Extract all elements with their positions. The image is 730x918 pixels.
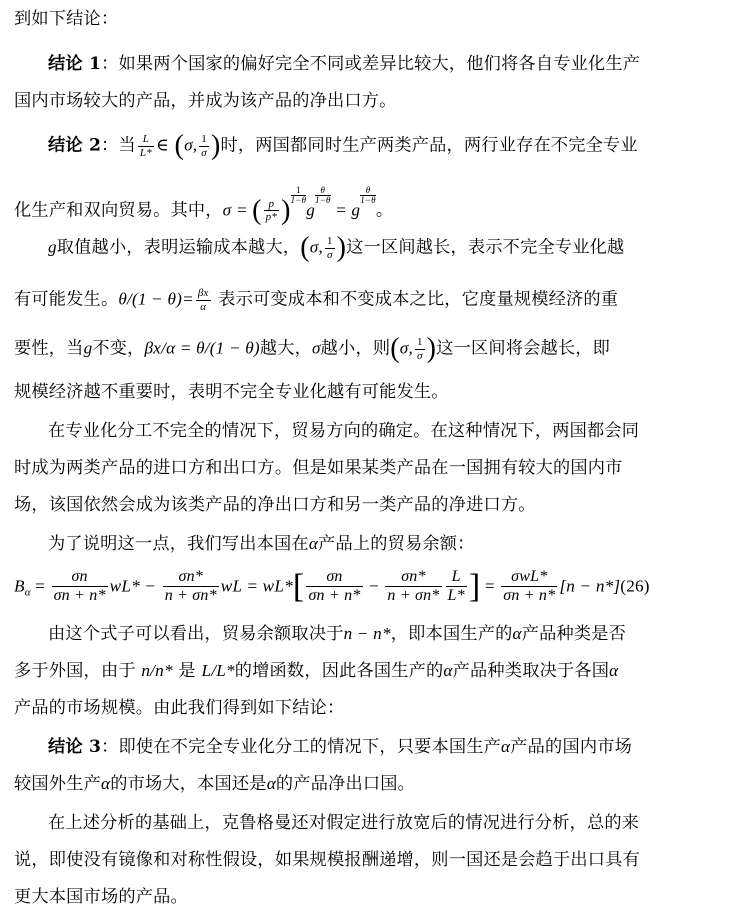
text-line: 产品的市场规模。由此我们得到如下结论：: [14, 698, 345, 718]
text-line: 说，即使没有镜像和对称性假设，如果规模报酬递增，则一国还是会趋于出口具有: [14, 850, 640, 870]
text-line: 多于外国，由于 n/n* 是 L/L*的增函数，因此各国生产的α产品种类取决于各国α: [14, 661, 619, 681]
conclusion-2: 结论 2：当 $\frac{L}{L*}$ ∈ (σ, $\frac{1}{\sigma}$ )时，两国都同时生产两类产品，两行业存在不完全专业: [48, 130, 638, 162]
text-line: 化生产和双向贸易。其中，σ = ( $\frac{p}{p*}$ ) $\frac{1}{1-\theta}$ g $\frac{\theta}{1-\theta}$ = g $\frac{\theta}{1-\theta}$ 。: [14, 185, 394, 226]
text-line: 要性，当g不变，βx/α = θ/(1 − θ)越大，σ越小，则(σ, $\frac{1}{\sigma}$ )这一区间将会越长，即: [14, 333, 611, 365]
conclusion-3: 结论 3：即使在不完全专业化分工的情况下，只要本国生产α产品的国内市场: [48, 737, 632, 757]
text-line: 时成为两类产品的进口方和出口方。但是如果某类产品在一国拥有较大的国内市: [14, 458, 623, 478]
text-line: 国内市场较大的产品，并成为该产品的净出口方。: [14, 91, 397, 111]
text-line: 更大本国市场的产品。: [14, 887, 188, 907]
text-line: 较国外生产α的市场大，本国还是α的产品净出口国。: [14, 774, 416, 794]
text-line: 在专业化分工不完全的情况下，贸易方向的确定。在这种情况下，两国都会同: [48, 421, 640, 441]
text-line: 为了说明这一点，我们写出本国在α产品上的贸易余额：: [48, 534, 475, 554]
equation-26: $B_\alpha$ = $\frac{\sigma n}{\sigma n + n*}$ wL* − $\frac{\sigma n*}{n + \sigma n*}$ wL = wL*[ $\frac{\sigma n}{\sigma n + n*}$ − $\frac{\sigma n*}{n + \sigma n*}$ $\frac{L}{L*}$ ] = $\frac{\text{σwL*}}{\sigma n + n*}$ [n − n*](26): [14, 567, 650, 605]
text-line: 规模经济越不重要时，表明不完全专业化越有可能发生。: [14, 382, 449, 402]
conclusion-label: 结论 3: [48, 737, 102, 757]
text-line: 场，该国依然会成为该类产品的净出口方和另一类产品的净进口方。: [14, 495, 536, 515]
conclusion-1: 结论 1：如果两个国家的偏好完全不同或差异比较大，他们将各自专业化生产: [48, 54, 641, 74]
conclusion-label: 结论 1: [48, 54, 102, 74]
text-line: g取值越小，表明运输成本越大，(σ, $\frac{1}{\sigma}$ )这一区间越长，表示不完全专业化越: [48, 232, 625, 264]
text-line: 由这个式子可以看出，贸易余额取决于n − n*，即本国生产的α产品种类是否: [48, 624, 627, 644]
text-line: 在上述分析的基础上，克鲁格曼还对假定进行放宽后的情况进行分析，总的来: [48, 813, 640, 833]
text-line: 到如下结论：: [14, 9, 119, 29]
conclusion-label: 结论 2: [48, 135, 102, 156]
text-line: 有可能发生。θ/(1 − θ)= $\frac{\beta x}{\alpha}$ 表示可变成本和不变成本之比，它度量规模经济的重: [14, 287, 619, 313]
